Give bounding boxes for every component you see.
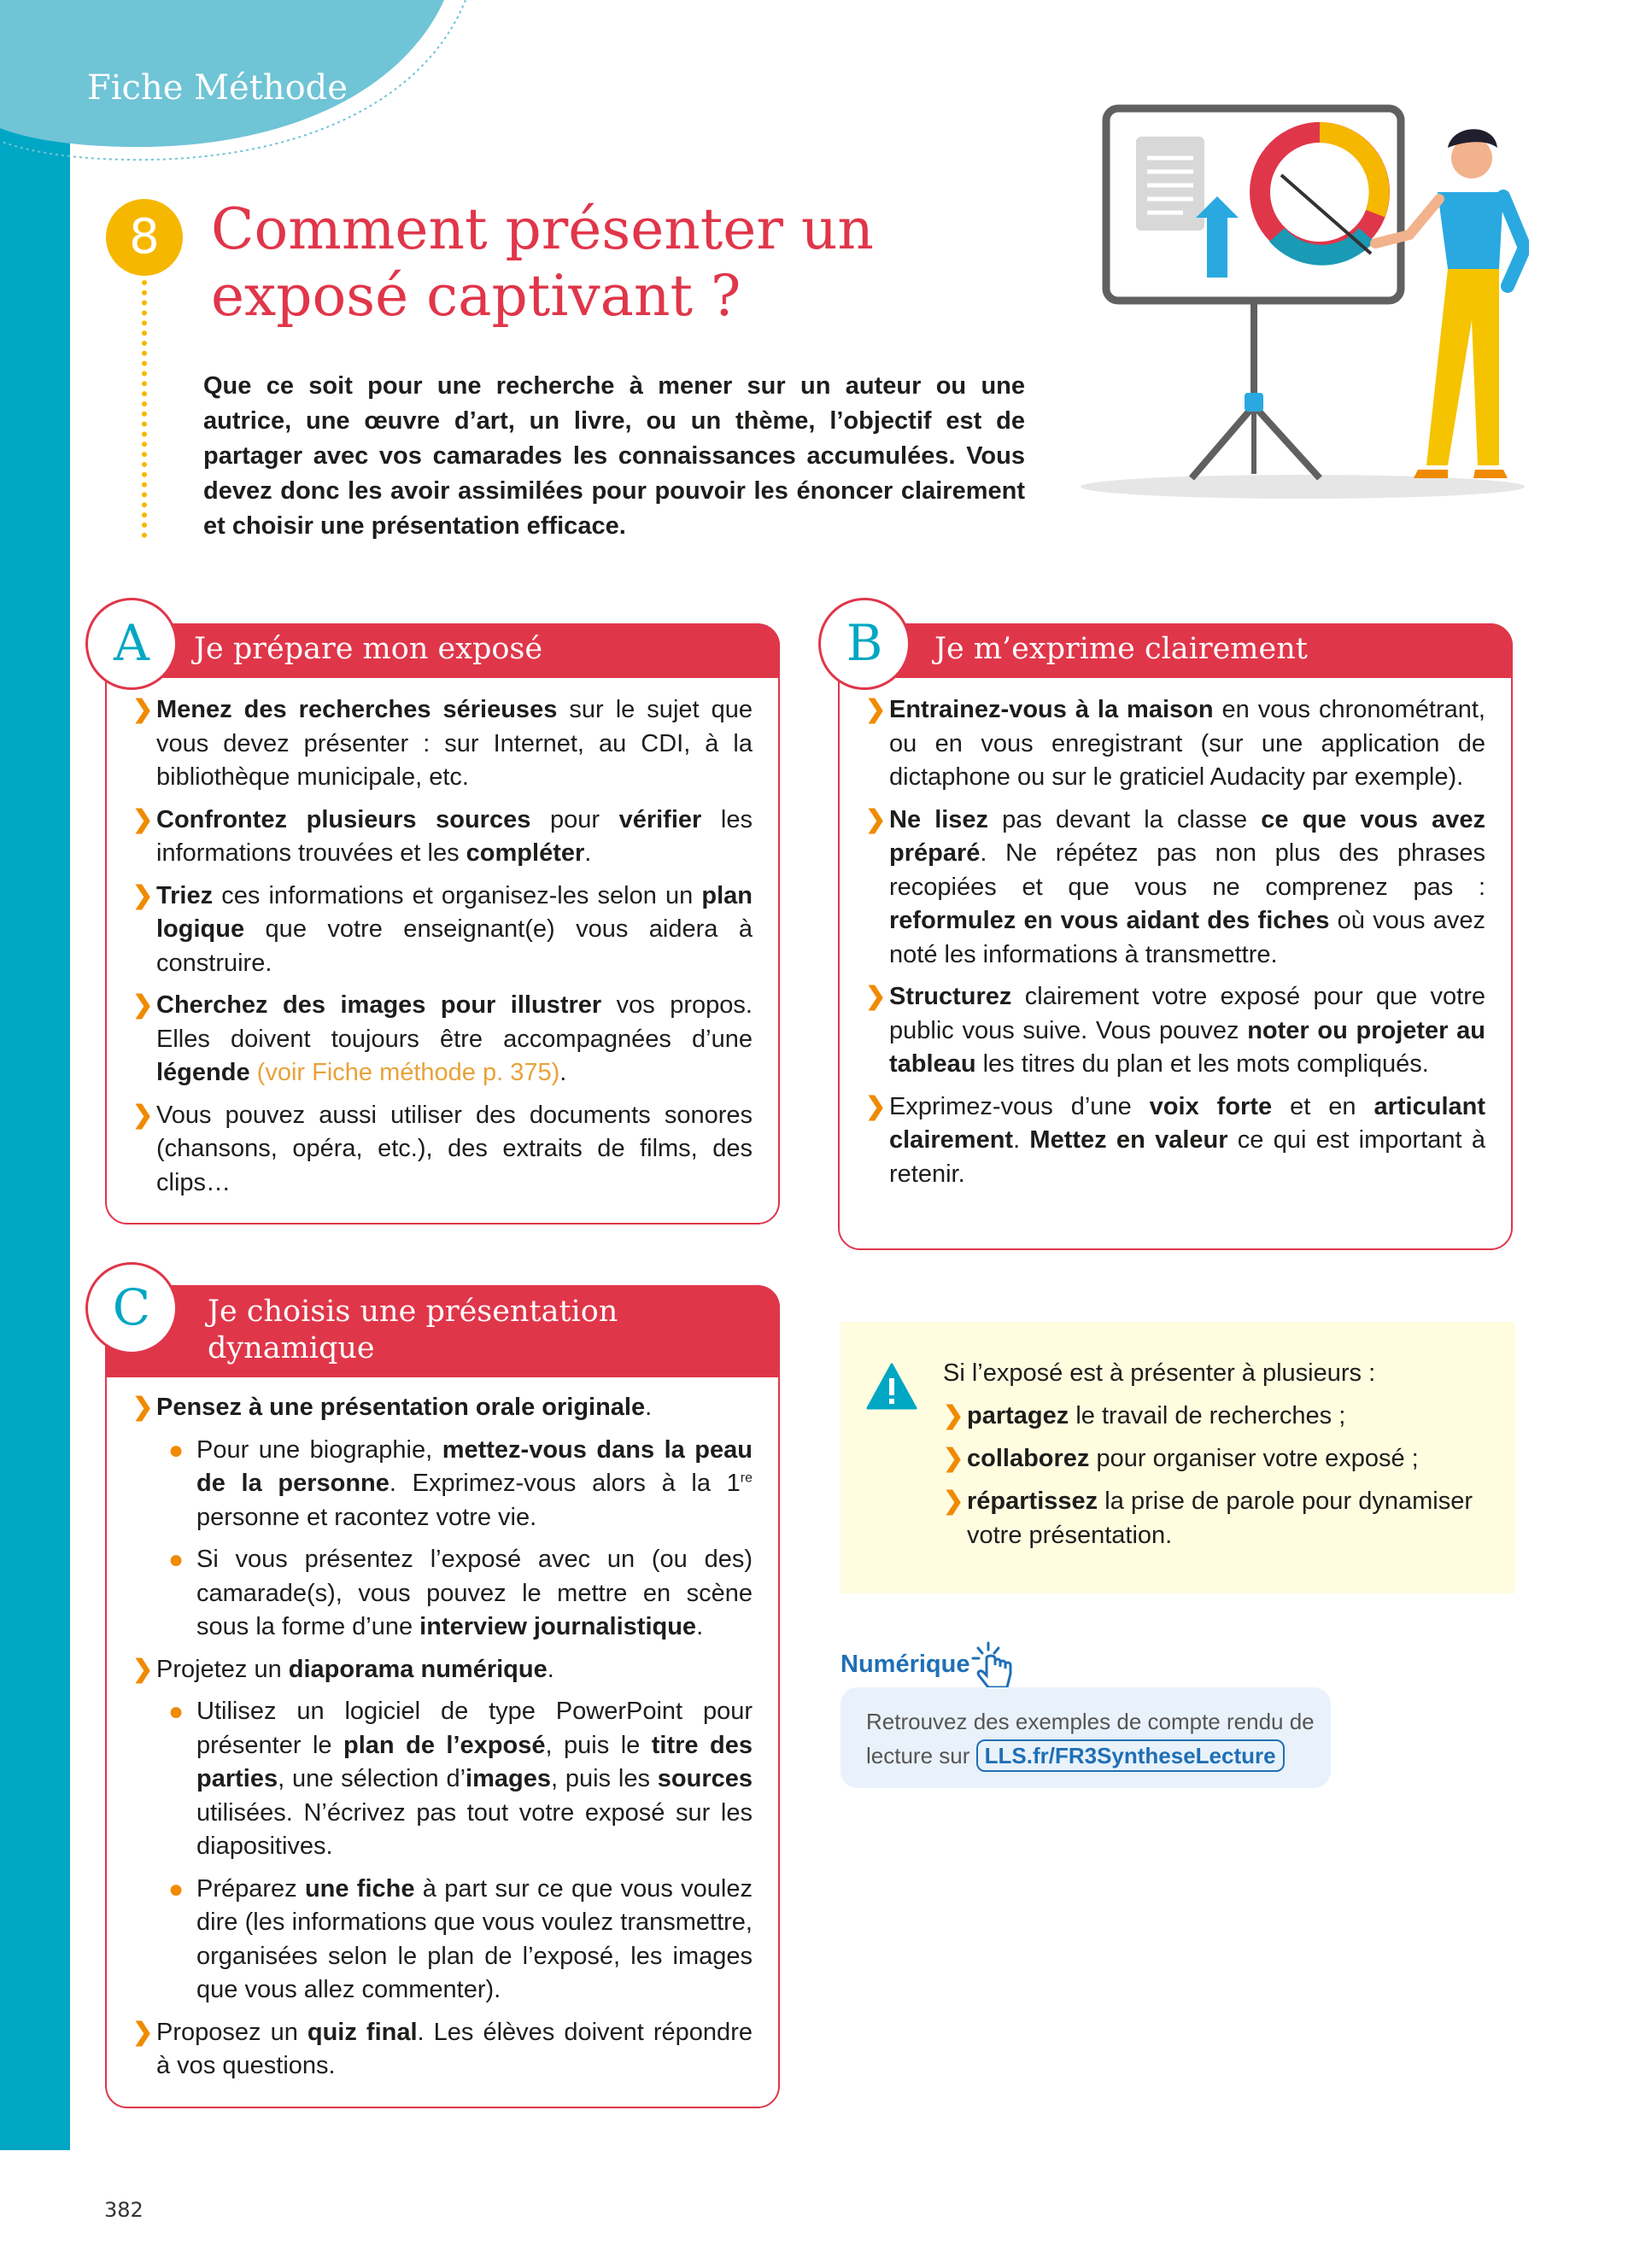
pointing-hand-icon [968, 1640, 1019, 1692]
header-label: Fiche Méthode [87, 68, 348, 108]
list-item: ❯ Entrainez-vous à la maison en vous chronométrant, ou en vous enregistrant (sur une application de dictaphone ou sur le graticiel Audacity par exemple). [865, 696, 1485, 791]
section-b-title: Je m’exprime clairement [934, 632, 1308, 666]
title-line-1: Comment présenter un [211, 196, 874, 262]
intro-paragraph: Que ce soit pour une recherche à mener sur un auteur ou une autrice, une œuvre d’art, un livre, ou un thème, l’objectif est de partager avec vos camarades les connaissances accumulées. Vous devez donc les avoir assimilées pour pouvoir les énoncer clairement et choisir une présentation efficace. [203, 372, 1025, 540]
page-title [211, 196, 980, 330]
title-line-2: exposé captivant ? [211, 263, 741, 329]
lls-link[interactable]: LLS.fr/FR3SyntheseLecture [976, 1739, 1285, 1772]
list-item: ❯ collaborez pour organiser votre exposé ; [943, 1445, 1419, 1472]
list-item: ❯ Menez des recherches sérieuses sur le sujet que vous devez présenter : sur Internet, au CDI, à la bibliothèque municipale, etc. [132, 696, 753, 791]
sub-list-item: ● Préparez une fiche à part sur ce que vous voulez dire (les informations que vous voulez transmettre, organisées selon le plan de l’exposé, les images que vous allez commenter). [168, 1874, 753, 2003]
section-c-title: Je choisis une présentation dynamique [208, 1295, 618, 1365]
numerique-box [840, 1687, 1331, 1788]
section-a-body [132, 693, 753, 1208]
section-b-header [838, 623, 1513, 678]
warning-intro: Si l’exposé est à présenter à plusieurs : [943, 1359, 1376, 1387]
section-b-letter: B [818, 598, 911, 690]
dotted-divider [142, 280, 147, 538]
fiche-methode-link[interactable]: (voir Fiche méthode p. 375) [256, 1059, 560, 1086]
presenter-illustration [1072, 98, 1529, 508]
sub-list-item: ● Pour une biographie, mettez-vous dans la peau de la personne. Exprimez-vous alors à la 1re personne et racontez votre vie. [168, 1435, 753, 1531]
list-item: ❯ répartissez la prise de parole pour dynamiser votre présentation. [943, 1488, 1473, 1549]
section-c-box [105, 1285, 780, 2108]
sub-list-item: ● Utilisez un logiciel de type PowerPoint pour présenter le plan de l’exposé, puis le titre des parties, une sélection d’images, puis les sources utilisées. N’écrivez pas tout votre exposé sur les diapositives. [168, 1698, 753, 1860]
sub-list-item: ● Si vous présentez l’exposé avec un (ou des) camarade(s), vous pouvez le mettre en scène sous la forme d’une interview journalistique. [168, 1546, 753, 1640]
teamwork-warning-box [840, 1322, 1515, 1593]
section-c-header [105, 1285, 780, 1377]
list-item: ❯ partagez le travail de recherches ; [943, 1402, 1346, 1429]
numerique-text: Retrouvez des exemples de compte rendu de lecture sur LLS.fr/FR3SyntheseLecture [866, 1704, 1319, 1773]
section-a-letter: A [85, 598, 178, 690]
section-a-box [105, 623, 780, 1225]
list-item: ❯ Projetez un diaporama numérique. [132, 1655, 554, 1683]
section-c-body [132, 1391, 753, 2092]
list-item: ❯ Proposez un quiz final. Les élèves doivent répondre à vos questions. [132, 2018, 753, 2079]
list-item: ❯ Confrontez plusieurs sources pour vérifier les informations trouvées et les compléter. [132, 805, 753, 867]
list-item: ❯ Cherchez des images pour illustrer vos propos. Elles doivent toujours être accompagnées d’une légende (voir Fiche méthode p. 375). [132, 991, 753, 1086]
fiche-number-badge: 8 [106, 199, 183, 276]
list-item: ❯ Ne lisez pas devant la classe ce que vous avez préparé. Ne répétez pas non plus des phrases recopiées et que vous ne comprenez pas : reformulez en vous aidant des fiches où vous avez noté les informations à transmettre. [865, 805, 1486, 968]
section-c-letter: C [85, 1262, 178, 1354]
section-a-header [105, 623, 780, 678]
section-b-body [865, 693, 1485, 1200]
page-number: 382 [104, 2198, 144, 2222]
numerique-label: Numérique [840, 1651, 970, 1678]
warning-text [943, 1356, 1473, 1561]
sidebar-bar [0, 0, 70, 2150]
section-b-box [838, 623, 1513, 1250]
list-item: ❯ Triez ces informations et organisez-les selon un plan logique que votre enseignant(e) vous aidera à construire. [132, 881, 753, 977]
list-item: ❯ Exprimez-vous d’une voix forte et en articulant clairement. Mettez en valeur ce qui est important à retenir. [865, 1092, 1486, 1188]
list-item: ❯ Pensez à une présentation orale originale. [132, 1394, 653, 1421]
list-item: ❯ Vous pouvez aussi utiliser des documents sonores (chansons, opéra, etc.), des extraits de films, des clips… [132, 1101, 753, 1196]
section-a-title: Je prépare mon exposé [194, 632, 543, 666]
warning-icon [866, 1363, 917, 1410]
list-item: ❯ Structurez clairement votre exposé pour que votre public vous suive. Vous pouvez noter ou projeter au tableau les titres du plan et les mots compliqués. [865, 983, 1485, 1078]
